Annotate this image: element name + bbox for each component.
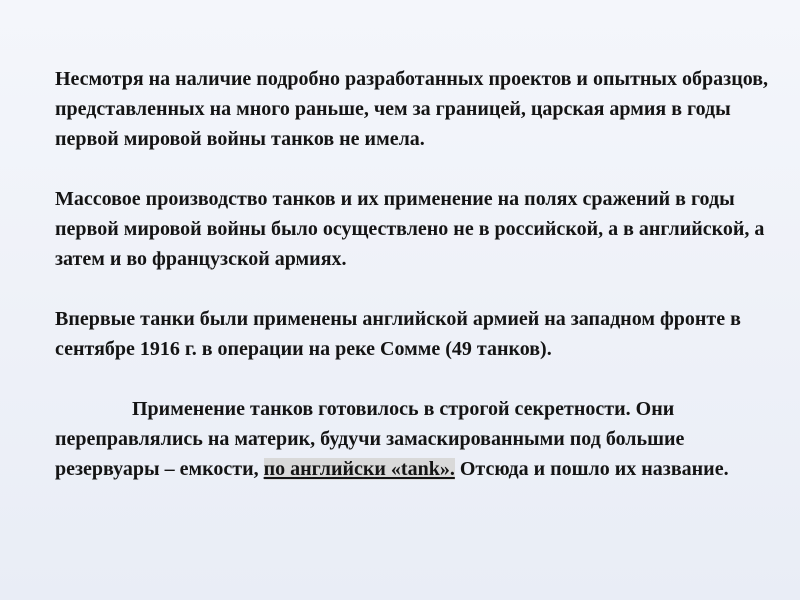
secrecy-text-before: Применение танков готовилось в строгой секретности. Они переправлялись на материк, будучи замаскированными под большие резервуары – емкости,: [55, 398, 685, 480]
paragraph-secrecy: [55, 394, 780, 484]
paragraph-tsarist-army: Несмотря на наличие подробно разработанных проектов и опытных образцов, представленных на много раньше, чем за границей, царская армия в годы первой мировой войны танков не имела.: [55, 68, 769, 150]
paragraph-spacer: [55, 274, 780, 304]
paragraph-mass-production: Массовое производство танков и их применение на полях сражений в годы первой мировой войны было осуществлено не в российской, а в английской, а затем и во французской армиях.: [55, 188, 765, 270]
paragraph-first-use: Впервые танки были применены английской армией на западном фронте в сентябре 1916 г. в операции на реке Сомме (49 танков).: [55, 308, 741, 360]
paragraph-spacer: [55, 364, 780, 394]
paragraph-spacer: [55, 154, 780, 184]
text-body: [55, 64, 780, 484]
highlighted-tank-term: по английски «tank».: [263, 458, 455, 480]
secrecy-text-after: Отсюда и пошло их название.: [454, 458, 729, 480]
